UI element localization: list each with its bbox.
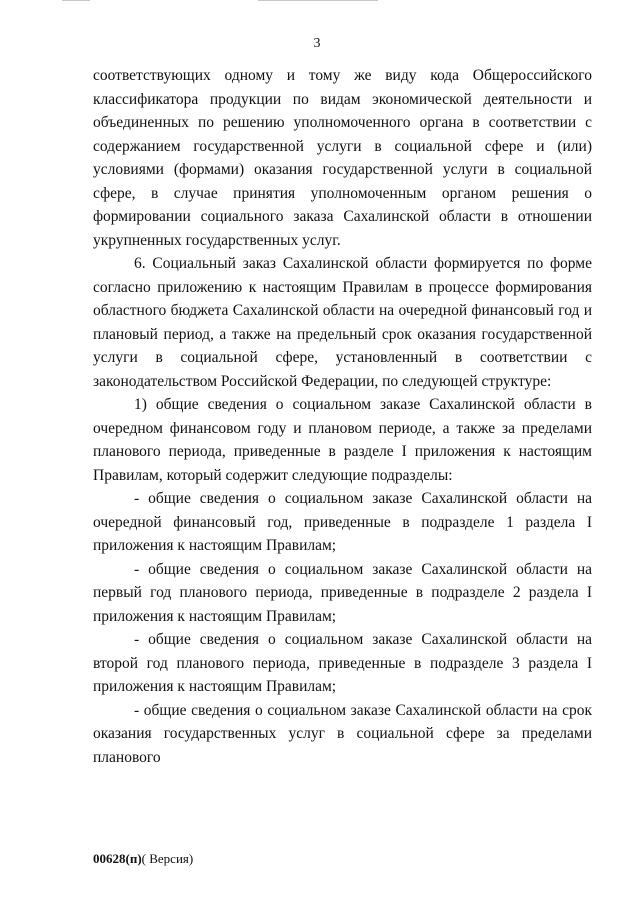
document-body (93, 64, 592, 769)
paragraph-bullet-first-plan-year: - общие сведения о социальном заказе Сахалинской области на первый год планового периода, приведенные в подразделе 2 раздела I приложения к настоящим Правилам; (93, 560, 592, 625)
document-version: ( Версия) (141, 851, 194, 866)
document-footer (93, 851, 193, 867)
paragraph-bullet-next-year: - общие сведения о социальном заказе Сахалинской области на очередной финансовый год, приведенные в подразделе 1 раздела I приложения к настоящим Правилам; (93, 490, 592, 554)
paragraph-bullet-second-plan-year: - общие сведения о социальном заказе Сахалинской области на второй год планового периода, приведенные в подразделе 3 раздела I приложения к настоящим Правилам; (93, 631, 592, 695)
paragraph-bullet-beyond-plan: - общие сведения о социальном заказе Сахалинской области на срок оказания государственных услуг в социальной сфере за пределами планового (93, 701, 592, 766)
paragraph-item-6: 6. Социальный заказ Сахалинской области формируется по форме согласно приложению к настоящим Правилам в процессе формирования областного бюджета Сахалинской области на очередной финансовый год и плановый период, а также на предельный срок оказания государственной услуги в социальной сфере, установленный в соответствии с законодательством Российской Федерации, по следующей структуре: (93, 255, 592, 390)
paragraph-continuation: соответствующих одному и тому же виду кода Общероссийского классификатора продукции по видам экономической деятельности и объединенных по решению уполномоченного органа в соответствии с содержанием государственной услуги в социальной сфере и (или) условиями (формами) оказания государственной услуги в социальной сфере, в случае принятия уполномоченным органом решения о формировании социального заказа Сахалинской области в отношении укрупненных государственных услуг. (93, 67, 592, 249)
document-code: 00628(п) (93, 851, 142, 866)
page-number: 3 (313, 36, 321, 51)
paragraph-subitem-1: 1) общие сведения о социальном заказе Сахалинской области в очередном финансовом году и плановом периоде, а также за пределами планового периода, приведенные в разделе I приложения к настоящим Правилам, который содержит следующие подразделы: (93, 396, 592, 484)
scan-edge-mark (258, 0, 378, 7)
scan-edge-mark (62, 0, 90, 7)
